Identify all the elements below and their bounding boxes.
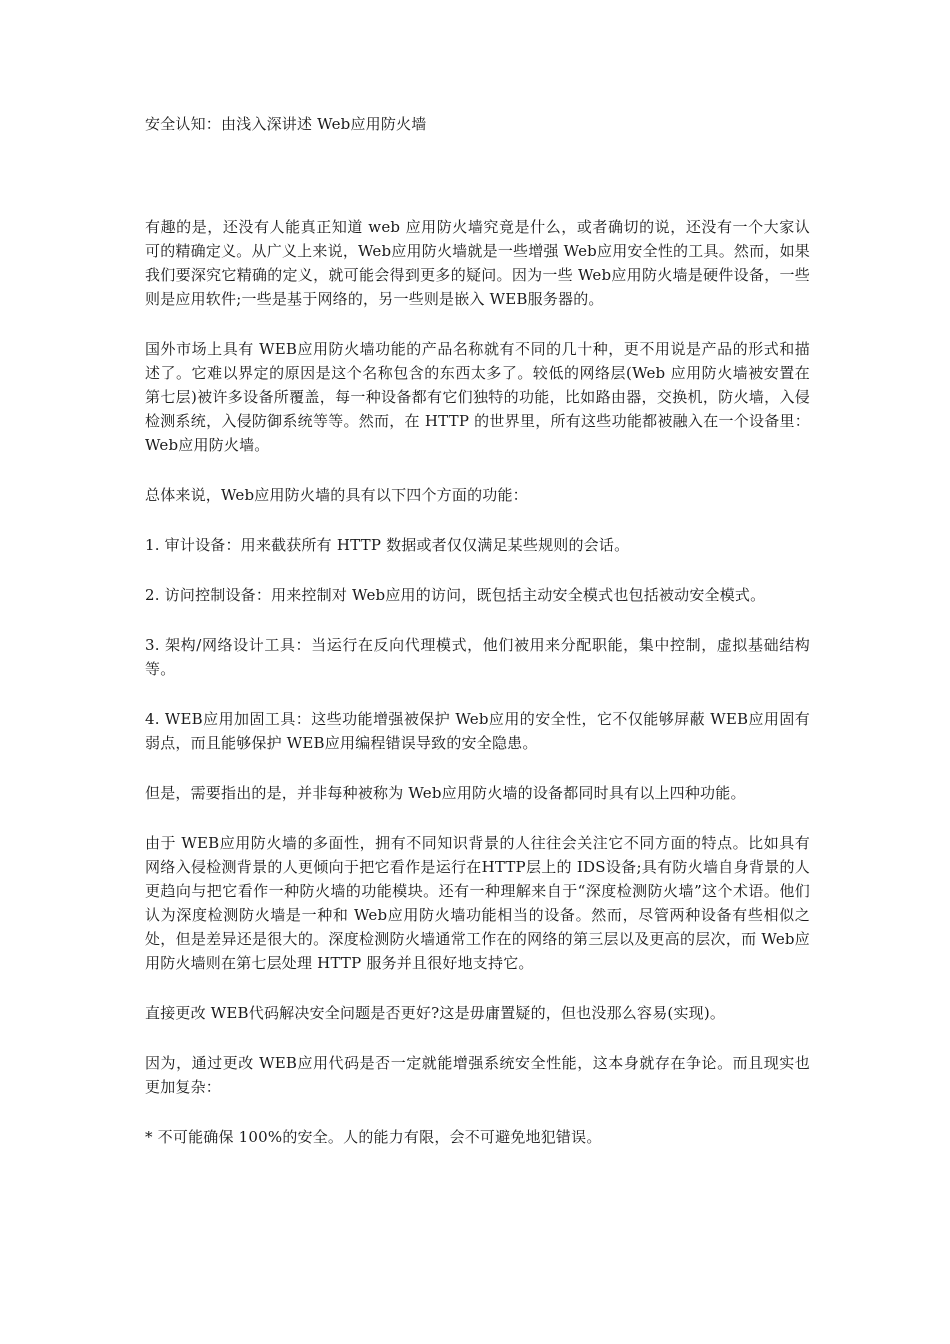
paragraph-reason: 因为，通过更改 WEB应用代码是否一定就能增强系统安全性能，这本身就存在争论。而且现实也更加复杂： <box>145 1054 810 1096</box>
paragraph-question: 直接更改 WEB代码解决安全问题是否更好?这是毋庸置疑的，但也没那么容易(实现)。 <box>145 1004 726 1022</box>
paragraph-functions-intro: 总体来说，Web应用防火墙的具有以下四个方面的功能： <box>145 486 528 504</box>
list-item-access-control: 2. 访问控制设备：用来控制对 Web应用的访问，既包括主动安全模式也包括被动安全模式。 <box>145 586 766 604</box>
paragraph-market: 国外市场上具有 WEB应用防火墙功能的产品名称就有不同的几十种，更不用说是产品的形式和描述了。它难以界定的原因是这个名称包含的东西太多了。较低的网络层(Web 应用防火墙被安置在第七层)被许多设备所覆盖，每一种设备都有它们独特的功能，比如路由器，交换机，防火墙，入侵检测系统，入侵防御系统等等。然而，在 HTTP 的世界里，所有这些功能都被融入在一个设备里：Web应用防火墙。 <box>145 340 810 454</box>
paragraph-intro: 有趣的是，还没有人能真正知道 web 应用防火墙究竟是什么，或者确切的说，还没有一个大家认可的精确定义。从广义上来说，Web应用防火墙就是一些增强 Web应用安全性的工具。然而，如果我们要深究它精确的定义，就可能会得到更多的疑问。因为一些 Web应用防火墙是硬件设备，一些则是应用软件;一些是基于网络的，另一些则是嵌入 WEB服务器的。 <box>145 218 810 308</box>
list-item-architecture: 3. 架构/网络设计工具：当运行在反向代理模式，他们被用来分配职能，集中控制，虚拟基础结构等。 <box>145 636 810 678</box>
list-item-audit: 1. 审计设备：用来截获所有 HTTP 数据或者仅仅满足某些规则的会话。 <box>145 536 630 554</box>
paragraph-note: 但是，需要指出的是，并非每种被称为 Web应用防火墙的设备都同时具有以上四种功能。 <box>145 784 746 802</box>
bullet-item-security: * 不可能确保 100%的安全。人的能力有限，会不可避免地犯错误。 <box>145 1128 602 1146</box>
document-title: 安全认知：由浅入深讲述 Web应用防火墙 <box>145 115 427 133</box>
list-item-hardening: 4. WEB应用加固工具：这些功能增强被保护 Web应用的安全性，它不仅能够屏蔽 WEB应用固有弱点，而且能够保护 WEB应用编程错误导致的安全隐患。 <box>145 710 810 752</box>
paragraph-perspectives: 由于 WEB应用防火墙的多面性，拥有不同知识背景的人往往会关注它不同方面的特点。比如具有网络入侵检测背景的人更倾向于把它看作是运行在HTTP层上的 IDS设备;具有防火墙自身背景的人更趋向与把它看作一种防火墙的功能模块。还有一种理解来自于“深度检测防火墙”这个术语。他们认为深度检测防火墙是一种和 Web应用防火墙功能相当的设备。然而，尽管两种设备有些相似之处，但是差异还是很大的。深度检测防火墙通常工作在的网络的第三层以及更高的层次，而 Web应用防火墙则在第七层处理 HTTP 服务并且很好地支持它。 <box>145 834 810 972</box>
document-page <box>145 112 810 1149</box>
